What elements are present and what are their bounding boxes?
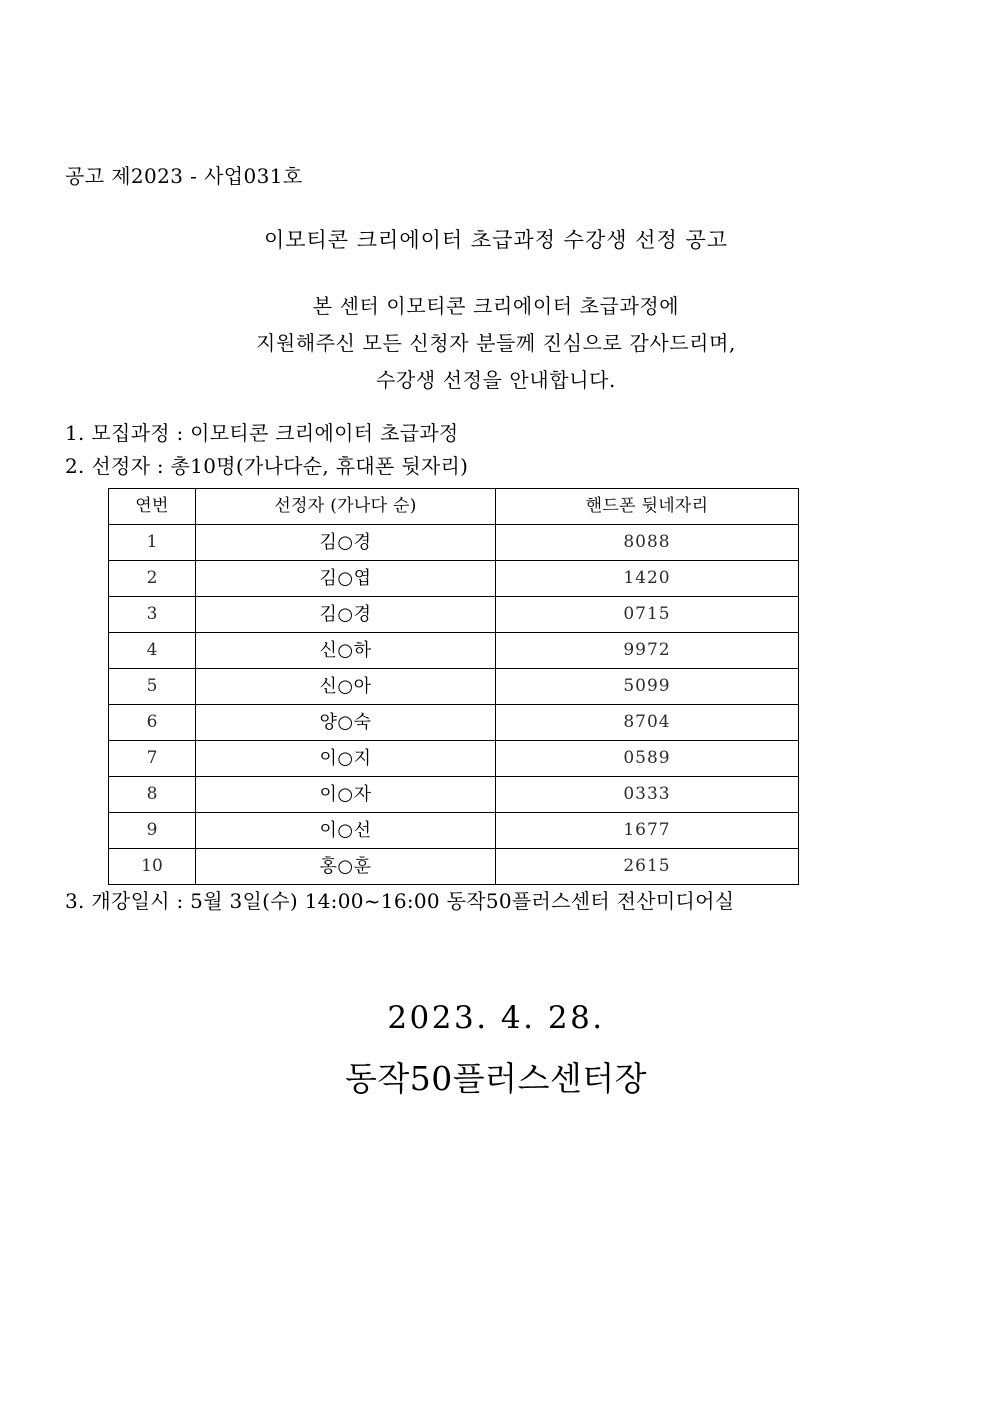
cell-no: 1 <box>109 525 196 561</box>
table-row <box>109 633 799 669</box>
table-row <box>109 669 799 705</box>
cell-phone-tail: 1677 <box>496 813 799 849</box>
table-row <box>109 813 799 849</box>
cell-no: 7 <box>109 741 196 777</box>
table-row <box>109 705 799 741</box>
table-row <box>109 597 799 633</box>
cell-name: 이○자 <box>196 777 496 813</box>
cell-phone-tail: 0715 <box>496 597 799 633</box>
cell-name: 양○숙 <box>196 705 496 741</box>
document-number: 공고 제2023 - 사업031호 <box>65 164 303 188</box>
cell-phone-tail: 1420 <box>496 561 799 597</box>
cell-no: 10 <box>109 849 196 885</box>
list-item-course: 1. 모집과정 : 이모티콘 크리에이터 초급과정 <box>65 421 459 445</box>
table-body <box>109 525 799 885</box>
intro-paragraph <box>0 288 992 399</box>
cell-name: 김○엽 <box>196 561 496 597</box>
cell-phone-tail: 2615 <box>496 849 799 885</box>
cell-phone-tail: 8088 <box>496 525 799 561</box>
table-row <box>109 777 799 813</box>
cell-phone-tail: 9972 <box>496 633 799 669</box>
table-row <box>109 849 799 885</box>
table-row <box>109 561 799 597</box>
list-item-start-datetime: 3. 개강일시 : 5월 3일(수) 14:00~16:00 동작50플러스센터 전산미디어실 <box>65 889 735 913</box>
cell-name: 이○선 <box>196 813 496 849</box>
issue-date: 2023. 4. 28. <box>387 1000 605 1036</box>
cell-name: 김○경 <box>196 597 496 633</box>
selected-students-table <box>108 488 799 885</box>
cell-name: 신○하 <box>196 633 496 669</box>
cell-name: 홍○훈 <box>196 849 496 885</box>
cell-phone-tail: 0333 <box>496 777 799 813</box>
list-item-selected-count: 2. 선정자 : 총10명(가나다순, 휴대폰 뒷자리) <box>65 454 469 478</box>
table-row <box>109 741 799 777</box>
intro-line-3: 수강생 선정을 안내합니다. <box>376 368 616 392</box>
cell-no: 2 <box>109 561 196 597</box>
cell-no: 9 <box>109 813 196 849</box>
cell-no: 3 <box>109 597 196 633</box>
column-header-no: 연번 <box>109 489 196 525</box>
intro-line-2: 지원해주신 모든 신청자 분들께 진심으로 감사드리며, <box>256 331 736 355</box>
issuer-signature: 동작50플러스센터장 <box>344 1059 647 1098</box>
cell-phone-tail: 5099 <box>496 669 799 705</box>
column-header-name: 선정자 (가나다 순) <box>196 489 496 525</box>
page-title: 이모티콘 크리에이터 초급과정 수강생 선정 공고 <box>263 228 729 252</box>
cell-name: 이○지 <box>196 741 496 777</box>
cell-no: 5 <box>109 669 196 705</box>
table-header-row <box>109 489 799 525</box>
cell-no: 6 <box>109 705 196 741</box>
column-header-phone-tail: 핸드폰 뒷네자리 <box>496 489 799 525</box>
cell-phone-tail: 8704 <box>496 705 799 741</box>
intro-line-1: 본 센터 이모티콘 크리에이터 초급과정에 <box>312 294 680 318</box>
cell-no: 8 <box>109 777 196 813</box>
table-row <box>109 525 799 561</box>
cell-no: 4 <box>109 633 196 669</box>
cell-name: 신○아 <box>196 669 496 705</box>
cell-phone-tail: 0589 <box>496 741 799 777</box>
cell-name: 김○경 <box>196 525 496 561</box>
